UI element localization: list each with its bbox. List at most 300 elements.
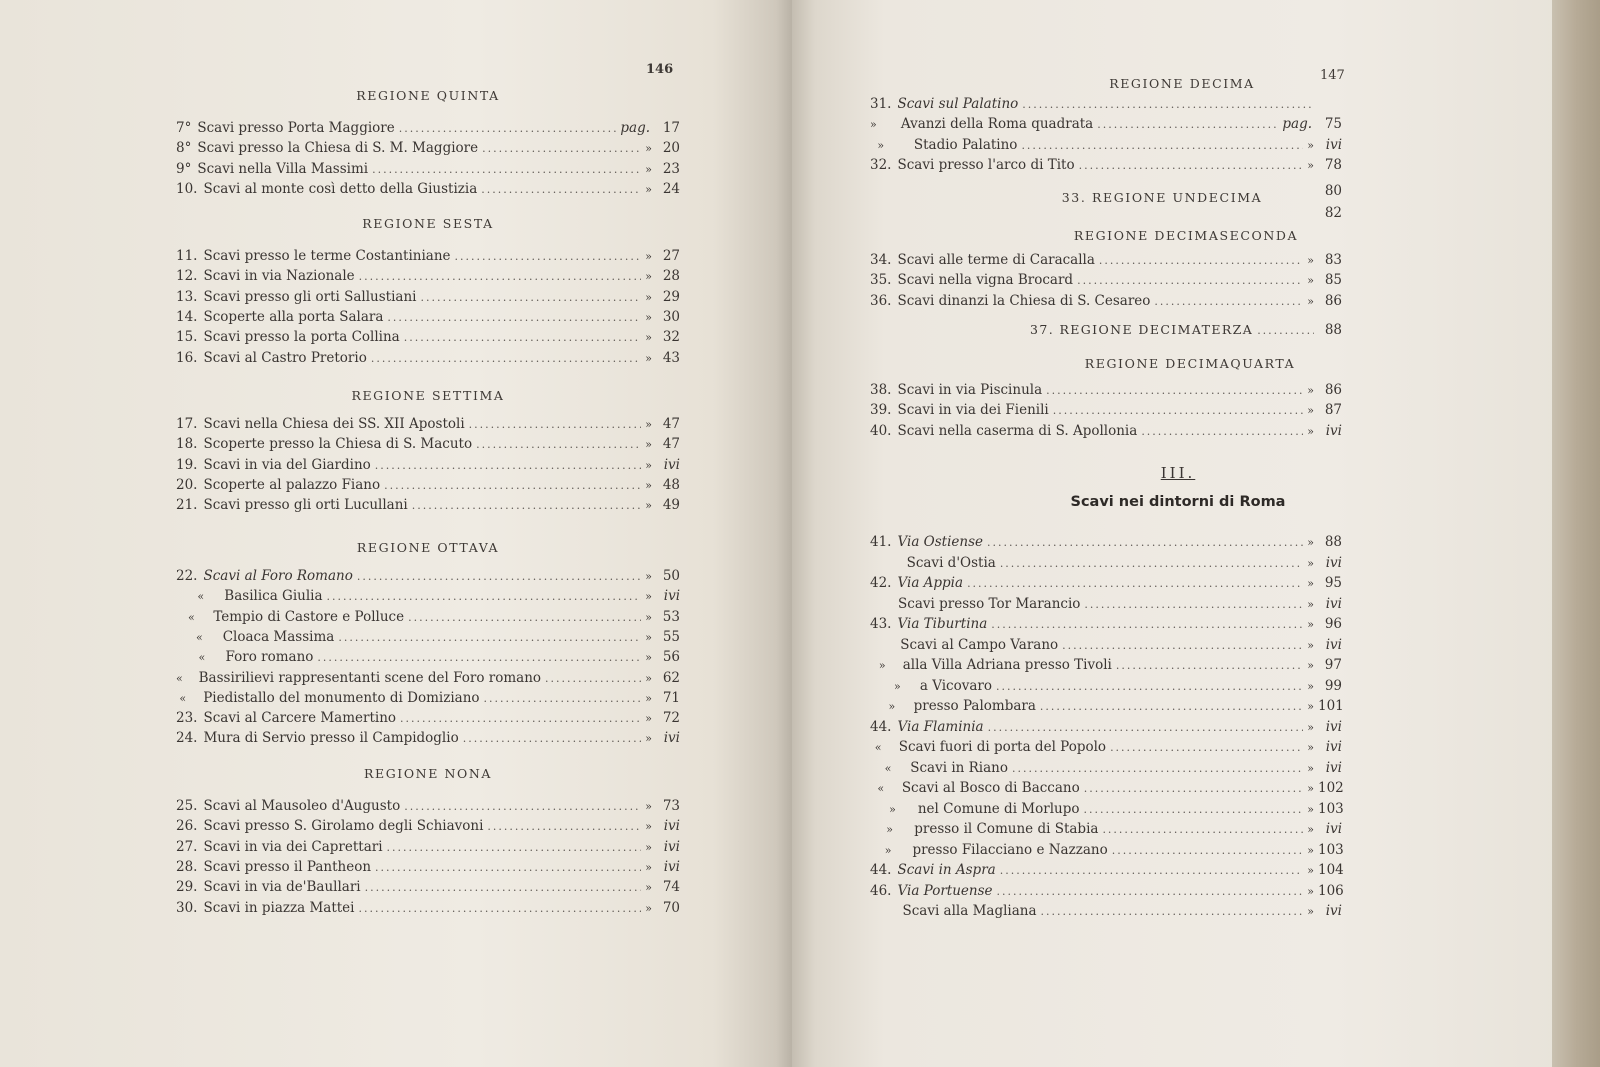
ditto-guillemet: »	[645, 290, 652, 304]
entry-page-number: 28	[662, 268, 680, 285]
entry-page-number: 29	[662, 288, 680, 305]
leader-dots	[400, 709, 641, 729]
toc-entry	[176, 138, 680, 158]
ditto-guillemet: »	[1307, 700, 1314, 713]
entry-number: 26.	[176, 818, 198, 835]
ditto-mark: «	[198, 651, 206, 665]
ditto-guillemet: »	[645, 499, 652, 513]
part-numeral: III.	[1160, 464, 1196, 482]
ditto-guillemet: »	[645, 478, 652, 492]
leader-dots	[1097, 115, 1278, 135]
entry-title: Via Flaminia	[897, 718, 984, 735]
entry-page-number: ivi	[663, 588, 681, 605]
entry-title: Scoperte presso la Chiesa di S. Macuto	[203, 436, 473, 453]
section-heading: REGIONE SETTIMA	[351, 388, 505, 403]
leader-dots	[487, 817, 641, 837]
ditto-guillemet: »	[1307, 905, 1314, 918]
entry-title: Scoperte alla porta Salara	[203, 308, 384, 325]
ditto-guillemet: »	[1307, 254, 1314, 267]
toc-entry	[176, 327, 680, 347]
entry-page-number: 103	[1318, 841, 1344, 858]
ditto-guillemet: »	[1307, 802, 1314, 816]
ditto-guillemet: »	[1307, 556, 1314, 570]
entry-title: Tempio di Castore e Polluce	[213, 608, 405, 625]
leader-dots	[988, 718, 1304, 738]
undecima-pages	[1312, 180, 1342, 224]
entry-title: Scavi dinanzi la Chiesa di S. Cesareo	[897, 292, 1151, 309]
ditto-guillemet: »	[645, 901, 652, 915]
ditto-guillemet: »	[1307, 618, 1314, 631]
entry-number: 14.	[176, 308, 198, 325]
toc-entry	[176, 566, 680, 586]
toc-entry	[176, 877, 680, 897]
ditto-guillemet: »	[645, 570, 652, 583]
ditto-guillemet: »	[1307, 274, 1314, 288]
toc-entry	[176, 159, 680, 179]
leader-dots	[412, 496, 642, 516]
entry-page-number: 48	[662, 476, 680, 493]
toc-entry	[176, 898, 680, 918]
entry-page-number: 71	[662, 689, 681, 706]
entry-page-number: ivi	[1325, 595, 1342, 612]
leader-dots	[463, 729, 642, 749]
entry-page-number: 101	[1318, 698, 1344, 714]
entry-number: 8°	[176, 140, 192, 157]
ditto-guillemet: »	[1307, 741, 1314, 754]
toc-entry	[870, 270, 1342, 290]
toc-entry	[870, 860, 1342, 880]
leader-dots	[420, 288, 641, 308]
ditto-guillemet: »	[645, 671, 652, 685]
ditto-guillemet: »	[645, 860, 652, 874]
entry-number: 43.	[870, 616, 892, 632]
toc-entry	[870, 400, 1342, 420]
entry-page-number: 43	[662, 349, 680, 366]
ditto-mark: »	[888, 700, 896, 713]
entry-page-number: 85	[1324, 272, 1342, 289]
leader-dots	[327, 587, 642, 607]
entry-number: 27.	[176, 838, 198, 855]
toc-entry	[176, 179, 680, 199]
entry-page-number: 23	[662, 160, 680, 177]
ditto-guillemet: »	[1307, 864, 1314, 877]
entry-title: Scavi presso le terme Costantiniane	[203, 248, 451, 264]
entry-title: Scavi alle terme di Caracalla	[897, 252, 1095, 268]
decimaterza-row	[1030, 320, 1342, 340]
leader-dots	[1141, 422, 1303, 442]
entry-title: presso il Comune di Stabia	[914, 821, 1099, 837]
leader-dots	[1084, 595, 1303, 615]
toc-entry	[176, 586, 680, 606]
entry-page-number: ivi	[1325, 718, 1342, 735]
toc-entry	[176, 266, 680, 286]
entry-title: Scavi presso la porta Collina	[203, 329, 400, 346]
toc-entry	[870, 594, 1342, 614]
right-page	[792, 0, 1562, 1067]
entry-page-number: 20	[662, 140, 680, 157]
toc-entry	[870, 676, 1342, 696]
entry-title: Via Tiburtina	[897, 616, 988, 632]
entry-title: Mura di Servio presso il Campidoglio	[203, 730, 459, 747]
ditto-mark: »	[870, 118, 877, 132]
toc-entry	[870, 250, 1342, 270]
entry-page-number: 53	[662, 608, 680, 625]
entry-number: 15.	[176, 329, 198, 346]
entry-page-number: 78	[1324, 156, 1342, 173]
entry-number: 44.	[870, 862, 892, 878]
leader-dots	[317, 648, 641, 668]
entry-title: Scavi al Bosco di Baccano	[901, 780, 1080, 796]
entry-page-number: ivi	[663, 730, 680, 747]
entry-page-number: 55	[662, 628, 680, 645]
leader-dots	[455, 247, 642, 267]
entry-number: 23.	[176, 710, 198, 727]
entry-number: 10.	[176, 180, 198, 197]
entry-number: 35.	[870, 272, 892, 289]
leader-dots	[404, 328, 642, 348]
entry-number: 9°	[176, 160, 192, 177]
entry-number: 31.	[870, 96, 892, 112]
toc-entry	[176, 708, 680, 728]
entry-title: Scavi al Campo Varano	[900, 636, 1059, 653]
toc-entry	[176, 414, 680, 434]
entry-title: Scavi presso S. Girolamo degli Schiavoni	[203, 818, 484, 835]
leader-dots	[365, 878, 642, 898]
ditto-guillemet: »	[645, 310, 652, 324]
leader-dots	[1084, 800, 1304, 820]
entry-page-number: 103	[1318, 800, 1344, 817]
ditto-guillemet: »	[645, 691, 653, 705]
ditto-guillemet: »	[1307, 823, 1315, 836]
part-title: Scavi nei dintorni di Roma	[1070, 494, 1286, 510]
toc-entry	[870, 758, 1342, 778]
entry-number: 25.	[176, 798, 198, 814]
entry-number: 46.	[870, 882, 892, 899]
entry-number: 21.	[176, 497, 198, 514]
toc-entry	[176, 607, 680, 627]
entry-page-number: 86	[1324, 382, 1342, 398]
entry-page-number: 70	[662, 899, 680, 916]
entry-title: Scavi nella caserma di S. Apollonia	[897, 422, 1138, 439]
ditto-guillemet: »	[1307, 659, 1314, 672]
toc-entry	[870, 717, 1342, 737]
entry-number: 32.	[870, 156, 892, 173]
entry-page-number: ivi	[1325, 739, 1342, 755]
entry-title: Scavi presso la Chiesa di S. M. Maggiore	[197, 140, 479, 157]
left-page	[0, 0, 792, 1067]
toc-entry	[870, 840, 1342, 860]
pag-label: pag.	[1282, 116, 1312, 133]
ditto-guillemet: »	[645, 182, 652, 196]
entry-title: Scavi in Riano	[910, 759, 1008, 776]
leader-dots	[1154, 292, 1303, 312]
entry-title: Cloaca Massima	[222, 628, 335, 645]
leader-dots	[469, 415, 642, 435]
toc-entry	[870, 655, 1342, 675]
toc-entry	[176, 668, 680, 688]
toc-entry	[870, 553, 1342, 573]
ditto-guillemet: »	[645, 712, 652, 726]
ditto-mark: «	[877, 782, 885, 795]
section-heading: 37. REGIONE DECIMATERZA	[1030, 322, 1254, 337]
entry-number: 34.	[870, 252, 892, 268]
toc-entry	[176, 348, 680, 368]
toc-entry	[870, 799, 1342, 819]
leader-dots	[399, 119, 617, 139]
entry-title: Scavi d'Ostia	[906, 554, 996, 571]
toc-entry	[870, 135, 1342, 155]
ditto-guillemet: »	[645, 331, 652, 345]
leader-dots	[358, 899, 641, 919]
entry-page-number: ivi	[1325, 554, 1342, 571]
ditto-mark: «	[884, 761, 892, 775]
entry-title: Scavi in via Nazionale	[203, 268, 355, 285]
ditto-guillemet: »	[645, 840, 652, 854]
entry-title: Via Ostiense	[897, 534, 983, 550]
entry-page-number: ivi	[1325, 759, 1342, 776]
ditto-guillemet: »	[1307, 404, 1314, 418]
ditto-guillemet: »	[1307, 597, 1314, 611]
ditto-guillemet: »	[1307, 761, 1314, 775]
entry-page-number: 73	[662, 798, 680, 814]
ditto-guillemet: »	[645, 820, 652, 834]
entry-page-number: ivi	[1325, 422, 1342, 439]
ditto-guillemet: »	[645, 162, 652, 176]
leader-dots	[1000, 861, 1304, 881]
leader-dots	[1022, 95, 1314, 115]
ditto-guillemet: »	[645, 732, 652, 746]
leader-dots	[997, 882, 1304, 902]
entry-page-number: 47	[662, 436, 680, 453]
entry-page-number: 99	[1324, 677, 1342, 694]
entry-page-number: 88	[1324, 322, 1342, 338]
entry-page-number: 87	[1324, 402, 1342, 419]
leader-dots	[1112, 841, 1304, 861]
ditto-mark: »	[889, 802, 896, 816]
entry-page-number: 104	[1318, 862, 1344, 878]
leader-dots	[481, 180, 641, 200]
leader-dots	[372, 160, 641, 180]
leader-dots	[408, 608, 641, 628]
toc-entry	[176, 857, 680, 877]
entry-number: 36.	[870, 292, 892, 309]
entry-number: 17.	[176, 416, 198, 432]
ditto-guillemet: »	[645, 142, 652, 156]
entry-page-number: ivi	[663, 456, 680, 473]
entry-title: Scavi presso Porta Maggiore	[197, 120, 395, 136]
leader-dots	[357, 567, 641, 587]
ditto-guillemet: »	[1307, 782, 1314, 795]
toc-entry	[870, 737, 1342, 757]
toc-entry	[870, 901, 1342, 921]
entry-title: Scavi in via de'Baullari	[203, 879, 361, 896]
ditto-guillemet: »	[1307, 424, 1314, 438]
ditto-guillemet: »	[1307, 138, 1315, 152]
entry-page-number: 72	[662, 710, 680, 727]
entry-number: 29.	[176, 879, 198, 896]
ditto-guillemet: »	[645, 438, 652, 452]
entry-title: Scavi nella Chiesa dei SS. XII Apostoli	[203, 416, 465, 432]
entry-title: Bassirilievi rappresentanti scene del Foro romano	[198, 669, 542, 686]
entry-title: Scavi alla Magliana	[902, 903, 1037, 919]
leader-dots	[384, 476, 641, 496]
page-number-right: 147	[1320, 68, 1345, 83]
entry-number: 44.	[870, 718, 892, 735]
entry-title: presso Filacciano e Nazzano	[912, 841, 1108, 858]
leader-dots	[1000, 554, 1303, 574]
entry-page-number: 30	[662, 308, 680, 325]
entry-page-number: 88	[1324, 534, 1342, 550]
entry-title: presso Palombara	[913, 698, 1036, 714]
ditto-guillemet: »	[1307, 577, 1314, 590]
toc-entry	[870, 94, 1342, 114]
entry-page-number: ivi	[1325, 136, 1343, 153]
entry-title: Scavi in via dei Fienili	[897, 402, 1049, 419]
ditto-guillemet: »	[1307, 720, 1314, 734]
toc-entry	[176, 434, 680, 454]
toc-entry	[176, 495, 680, 515]
entry-page-number: ivi	[663, 818, 680, 835]
entry-page-number: 102	[1318, 780, 1344, 796]
section-heading: REGIONE DECIMAQUARTA	[1084, 356, 1296, 371]
entry-page-number: 82	[1324, 205, 1342, 221]
entry-title: alla Villa Adriana presso Tivoli	[902, 657, 1112, 673]
entry-number: 12.	[176, 268, 198, 285]
section-heading: REGIONE NONA	[363, 766, 493, 781]
entry-title: Stadio Palatino	[913, 136, 1018, 153]
entry-page-number: 62	[662, 669, 680, 686]
leader-dots	[387, 838, 642, 858]
ditto-guillemet: »	[1307, 294, 1314, 308]
ditto-mark: «	[188, 610, 195, 624]
section-heading: REGIONE DECIMA	[1109, 76, 1255, 91]
leader-dots	[996, 677, 1303, 697]
leader-dots	[1040, 697, 1303, 717]
book-cover-edge	[1552, 0, 1600, 1067]
entry-title: Scavi al Castro Pretorio	[203, 349, 367, 366]
entry-number: 39.	[870, 402, 892, 419]
entry-page-number: ivi	[663, 838, 680, 855]
entry-title: Via Appia	[897, 575, 964, 591]
leader-dots	[1053, 401, 1304, 421]
ditto-mark: »	[877, 138, 885, 152]
leader-dots	[545, 669, 641, 689]
ditto-mark: »	[884, 843, 892, 857]
section-heading: REGIONE DECIMASECONDA	[1073, 228, 1299, 243]
ditto-guillemet: »	[1307, 638, 1314, 652]
leader-dots	[1021, 136, 1303, 156]
leader-dots	[338, 628, 641, 648]
entry-number: 16.	[176, 349, 198, 366]
toc-entry	[176, 796, 680, 816]
entry-title: Scavi in via dei Caprettari	[203, 838, 383, 855]
ditto-guillemet: »	[1307, 158, 1314, 172]
entry-number: 18.	[176, 436, 198, 453]
entry-page-number: ivi	[1325, 821, 1343, 837]
ditto-mark: »	[878, 659, 886, 672]
entry-page-number: 49	[662, 497, 680, 514]
entry-title: Scavi al Foro Romano	[203, 568, 353, 584]
entry-title: a Vicovaro	[919, 677, 992, 694]
ditto-guillemet: »	[1307, 843, 1314, 857]
toc-entry	[870, 114, 1342, 134]
entry-title: Basilica Giulia	[224, 588, 323, 605]
ditto-guillemet: »	[645, 418, 652, 431]
toc-entry	[870, 532, 1342, 552]
entry-title: Avanzi della Roma quadrata	[900, 116, 1094, 133]
entry-title: Scavi in Aspra	[897, 862, 996, 878]
ditto-mark: «	[179, 691, 187, 705]
entry-number: 41.	[870, 534, 892, 550]
entry-title: Scavi nella Villa Massimi	[197, 160, 369, 177]
leader-dots	[1046, 381, 1303, 401]
toc-entry	[176, 647, 680, 667]
entry-page-number: ivi	[1325, 636, 1342, 653]
entry-title: Via Portuense	[897, 882, 993, 899]
leader-dots	[1062, 636, 1303, 656]
entry-page-number: 83	[1324, 252, 1342, 268]
ditto-guillemet: »	[1307, 679, 1314, 693]
entry-page-number: 56	[662, 649, 680, 666]
ditto-mark: »	[893, 679, 901, 693]
toc-entry	[870, 819, 1342, 839]
ditto-mark: »	[886, 823, 893, 836]
entry-page-number: 75	[1324, 116, 1342, 133]
entry-number: 28.	[176, 858, 198, 875]
toc-entry	[176, 455, 680, 475]
ditto-guillemet: »	[645, 250, 652, 263]
entry-title: Scavi al monte così detto della Giustizia	[203, 180, 478, 197]
ditto-mark: «	[197, 590, 205, 604]
entry-title: Scavi presso gli orti Lucullani	[203, 497, 408, 514]
entry-page-number: 47	[662, 416, 680, 432]
entry-page-number: 96	[1324, 616, 1342, 632]
toc-entry	[870, 421, 1342, 441]
toc-entry	[870, 155, 1342, 175]
leader-dots	[991, 615, 1303, 635]
toc-entry	[870, 614, 1342, 634]
toc-entry	[870, 696, 1342, 716]
section-heading: 33. REGIONE UNDECIMA	[1061, 190, 1263, 205]
ditto-guillemet: »	[645, 651, 652, 665]
entry-page-number: 86	[1324, 292, 1342, 309]
entry-page-number: 17	[662, 120, 680, 136]
toc-entry	[870, 881, 1342, 901]
toc-entry	[176, 475, 680, 495]
entry-title: Scavi fuori di porta del Popolo	[898, 739, 1107, 755]
ditto-guillemet: »	[1307, 536, 1314, 549]
entry-page-number: 97	[1324, 657, 1342, 673]
ditto-mark: «	[196, 630, 203, 644]
entry-title: Scavi sul Palatino	[897, 96, 1019, 112]
entry-page-number: 106	[1318, 882, 1344, 899]
entry-title: Scavi presso il Pantheon	[203, 858, 372, 875]
entry-number: 30.	[176, 899, 198, 916]
leader-dots	[404, 797, 641, 817]
ditto-guillemet: »	[1307, 384, 1314, 397]
leader-dots	[1041, 902, 1304, 922]
entry-title: Foro romano	[225, 649, 314, 666]
leader-dots	[371, 349, 641, 369]
ditto-guillemet: »	[645, 800, 652, 813]
entry-number: 24.	[176, 730, 198, 747]
entry-page-number: 50	[662, 568, 680, 584]
section-heading: REGIONE QUINTA	[356, 88, 500, 103]
toc-entry	[176, 728, 680, 748]
entry-page-number: 80	[1324, 183, 1342, 199]
leader-dots	[1116, 656, 1303, 676]
toc-entry	[176, 307, 680, 327]
